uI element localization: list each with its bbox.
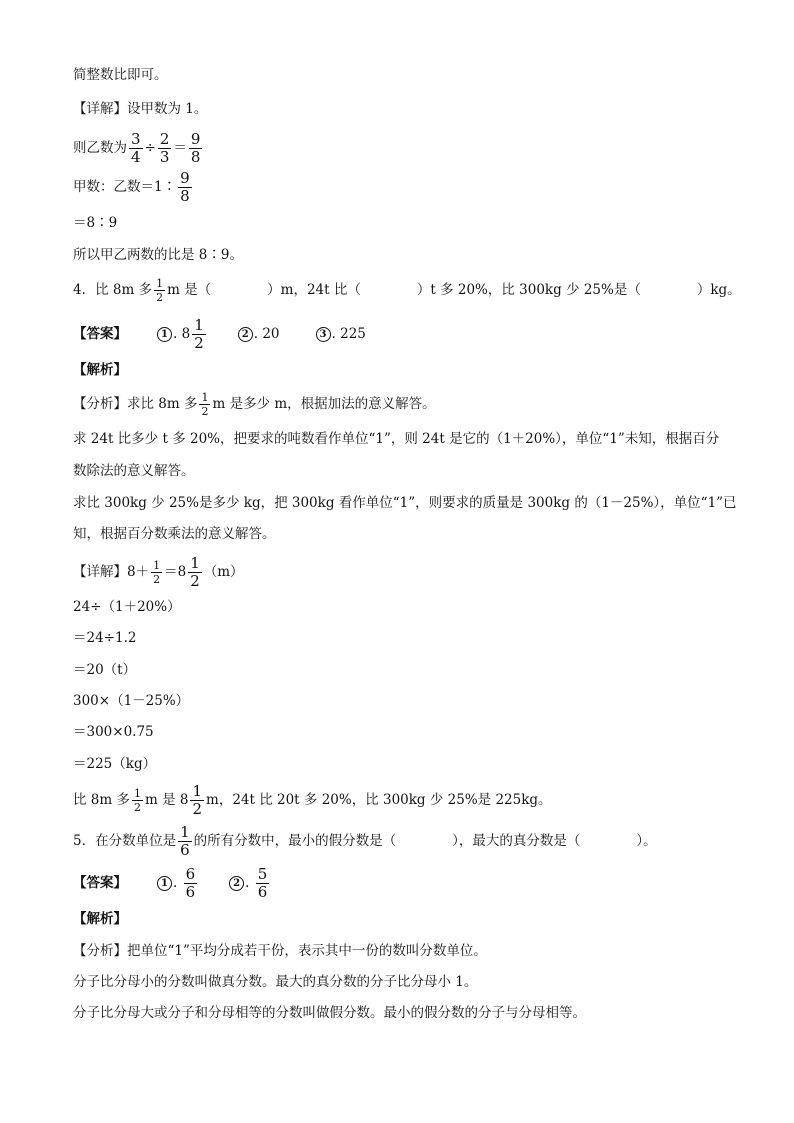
- text: 求 24t 比多少 t 多 20%，把要求的吨数看作单位“1”，则 24t 是它的（1＋20%），单位“1”未知，根据百分: [73, 431, 720, 447]
- fraction: [132, 788, 143, 813]
- fraction: [129, 129, 143, 166]
- fraction: [256, 864, 270, 901]
- calc-line: [73, 598, 181, 616]
- text: 300×（1－25%）: [73, 693, 190, 709]
- fraction: [151, 560, 162, 585]
- answer-value: 225: [340, 326, 366, 342]
- text: 5．在分数单位是: [73, 833, 177, 849]
- denominator: 3: [159, 147, 170, 166]
- denominator: 2: [201, 404, 209, 418]
- calc-line: [73, 692, 189, 710]
- answer-line: 【答案】 1 . $\frac{6}{6}$ 2 . $\frac{5}{6}$: [73, 864, 268, 901]
- fraction: [158, 129, 172, 166]
- analysis-sub-label: 【分析】: [73, 396, 127, 412]
- numerator: 9: [190, 129, 201, 148]
- answer-label: 【答案】: [73, 875, 127, 891]
- question-5: [73, 824, 657, 858]
- text: 【解析】: [73, 911, 127, 927]
- text: 数除法的意义解答。: [73, 463, 195, 479]
- text-line: [73, 430, 719, 448]
- calc-line: [73, 629, 136, 647]
- denominator: 2: [133, 800, 141, 814]
- text: ）kg。: [696, 282, 741, 298]
- text: ）t 多 20%，比 300kg 少 25%是（: [416, 282, 641, 298]
- text-line: [73, 214, 117, 232]
- text: ），最大的真分数是（: [452, 833, 581, 849]
- text: ＝20（t）: [73, 662, 137, 678]
- numerator: 1: [153, 558, 161, 572]
- text: 8＋: [127, 564, 150, 580]
- analysis-label: [73, 361, 127, 379]
- denominator: 2: [156, 290, 164, 304]
- text: 设甲数为 1。: [127, 101, 208, 117]
- text: ＝225（kg）: [73, 756, 157, 772]
- numerator: 1: [156, 276, 164, 290]
- text: 的所有分数中，最小的假分数是（: [193, 833, 397, 849]
- text: 甲数：乙数＝1∶: [73, 179, 177, 195]
- fraction: [190, 781, 204, 818]
- text: 知，根据百分数乘法的意义解答。: [73, 526, 276, 542]
- detail-label: 【详解】: [73, 101, 127, 117]
- whole-part: 8: [181, 326, 191, 342]
- fraction: [199, 392, 210, 417]
- text: m，24t 比 20t 多 20%，比 300kg 少 25%是 225kg。: [206, 792, 552, 808]
- circled-number: 1: [157, 327, 172, 342]
- text: 比 8m 多: [73, 792, 130, 808]
- text: 分子比分母大或分子和分母相等的分数叫做假分数。最小的假分数的分子与分母相等。: [73, 1005, 586, 1021]
- text-line: [73, 462, 195, 480]
- detail-line: [73, 100, 207, 118]
- circled-number: 3: [316, 327, 331, 342]
- text: 把单位“1”平均分成若干份，表示其中一份的数叫分数单位。: [127, 943, 487, 959]
- text: ＝300×0.75: [73, 724, 154, 740]
- formula-line: [73, 168, 194, 205]
- analysis-line: [73, 942, 487, 960]
- text: ）m，24t 比（: [267, 282, 361, 298]
- answer-line: 【答案】 1 . 8 $\frac{1}{2}$ 2 . 20 3 . 225: [73, 315, 366, 352]
- numerator: 6: [185, 864, 196, 883]
- text: 4．比 8m 多: [73, 282, 153, 298]
- summary-line: [73, 781, 552, 818]
- denominator: 4: [131, 147, 141, 166]
- analysis-line: [73, 391, 436, 417]
- text-line: [73, 494, 737, 512]
- denominator: 6: [185, 882, 196, 901]
- detail-label: 【详解】: [73, 564, 127, 580]
- numerator: 1: [201, 390, 209, 404]
- denominator: 8: [180, 186, 190, 205]
- denominator: 2: [194, 333, 204, 352]
- text: ＝24÷1.2: [73, 630, 137, 646]
- fraction: [178, 822, 192, 859]
- text: 所以甲乙两数的比是 8∶9。: [73, 247, 243, 263]
- denominator: 6: [180, 840, 190, 859]
- circled-number: 2: [229, 876, 244, 891]
- denominator: 2: [192, 799, 203, 818]
- fraction: [184, 864, 198, 901]
- detail-line: [73, 553, 244, 590]
- denominator: 6: [257, 882, 268, 901]
- calc-line: [73, 723, 154, 741]
- denominator: 2: [190, 571, 200, 590]
- text: ＝8: [164, 564, 187, 580]
- operator: ÷: [144, 140, 156, 156]
- text: 24÷（1＋20%）: [73, 599, 181, 615]
- text: ）。: [636, 833, 657, 849]
- mixed-number: [181, 315, 208, 352]
- circled-number: 2: [238, 327, 253, 342]
- denominator: 8: [190, 147, 201, 166]
- numerator: 1: [190, 553, 200, 572]
- text-line: [73, 1004, 586, 1022]
- numerator: 5: [257, 864, 268, 883]
- answer-value: 20: [262, 326, 280, 342]
- operator: ＝: [173, 140, 187, 156]
- numerator: 3: [131, 129, 141, 148]
- text-line: [73, 246, 243, 264]
- fraction: [192, 315, 206, 352]
- text-line: [73, 525, 276, 543]
- numerator: 1: [194, 315, 204, 334]
- text: 简整数比即可。: [73, 67, 168, 83]
- analysis-label: [73, 910, 127, 928]
- text: 求比 8m 多: [127, 396, 198, 412]
- calc-line: [73, 755, 156, 773]
- text: （m）: [203, 564, 244, 580]
- fraction: [189, 129, 203, 166]
- text: 【解析】: [73, 362, 127, 378]
- numerator: 1: [180, 822, 190, 841]
- numerator: 9: [180, 168, 190, 187]
- text-line: [73, 66, 168, 84]
- text-line: [73, 973, 477, 991]
- circled-number: 1: [157, 876, 172, 891]
- text: m 是 8: [144, 792, 189, 808]
- text: 分子比分母小的分数叫做真分数。最大的真分数的分子比分母小 1。: [73, 974, 478, 990]
- text: m 是多少 m，根据加法的意义解答。: [212, 396, 436, 412]
- numerator: 2: [159, 129, 170, 148]
- numerator: 1: [133, 786, 141, 800]
- text: m 是（: [167, 282, 212, 298]
- answer-label: 【答案】: [73, 326, 127, 342]
- fraction: [178, 168, 192, 205]
- numerator: 1: [192, 781, 203, 800]
- fraction: [188, 553, 202, 590]
- text: 求比 300kg 少 25%是多少 kg，把 300kg 看作单位“1”，则要求的质量是 300kg 的（1－25%），单位“1”已: [73, 495, 737, 511]
- calc-line: [73, 661, 136, 679]
- question-4: [73, 277, 741, 303]
- denominator: 2: [153, 572, 161, 586]
- text: 则乙数为: [73, 140, 127, 156]
- text: ＝8∶9: [73, 215, 118, 231]
- formula-line: [73, 129, 204, 166]
- analysis-sub-label: 【分析】: [73, 943, 127, 959]
- fraction: [154, 278, 165, 303]
